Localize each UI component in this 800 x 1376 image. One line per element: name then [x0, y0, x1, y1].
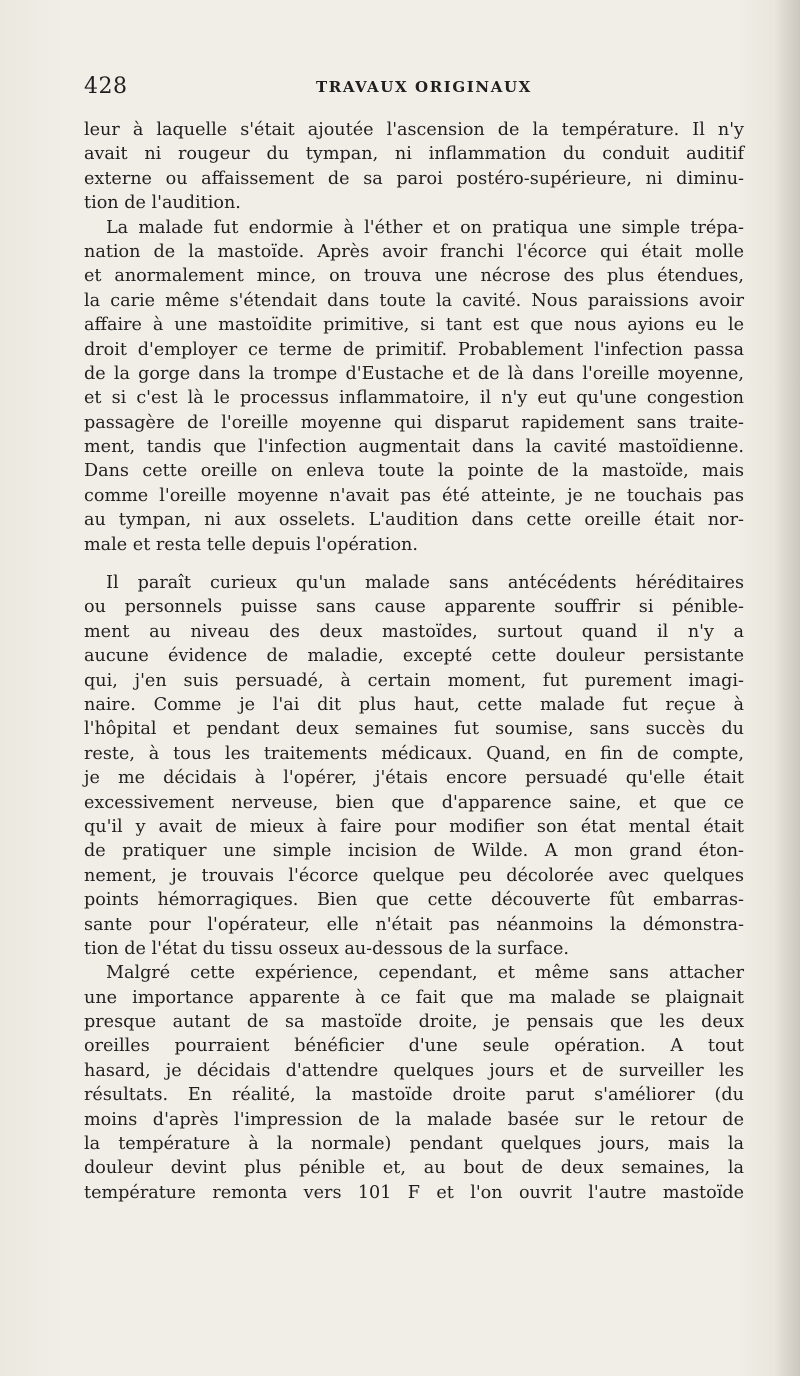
text-line: de pratiquer une simple incision de Wilde. A mon grand éton- [84, 841, 744, 862]
text-line: naire. Comme je l'ai dit plus haut, cette malade fut reçue à [84, 694, 744, 715]
body-text [84, 118, 744, 1205]
text-line: excessivement nerveuse, bien que d'apparence saine, et que ce [84, 792, 744, 813]
text-line: résultats. En réalité, la mastoïde droite parut s'améliorer (du [84, 1085, 744, 1106]
text-line: moins d'après l'impression de la malade basée sur le retour de [84, 1109, 744, 1130]
text-line: ou personnels puisse sans cause apparente souffrir si pénible- [84, 597, 744, 618]
text-line: Il paraît curieux qu'un malade sans antécédents héréditaires [106, 573, 744, 594]
text-line: aucune évidence de maladie, excepté cette douleur persistante [84, 646, 744, 667]
text-line: points hémorragiques. Bien que cette découverte fût embarras- [84, 890, 744, 911]
text-line: hasard, je décidais d'attendre quelques jours et de surveiller les [84, 1060, 744, 1081]
text-line: la température à la normale) pendant quelques jours, mais la [84, 1134, 744, 1155]
text-line: et si c'est là le processus inflammatoire, il n'y eut qu'une congestion [84, 388, 744, 409]
text-line: température remonta vers 101 F et l'on ouvrit l'autre mastoïde [84, 1182, 744, 1203]
text-line: je me décidais à l'opérer, j'étais encore persuadé qu'elle était [84, 768, 744, 789]
text-line: male et resta telle depuis l'opération. [84, 534, 418, 555]
page-edge-shadow [774, 0, 800, 1376]
text-line: Dans cette oreille on enleva toute la pointe de la mastoïde, mais [84, 461, 744, 482]
paragraph [84, 216, 744, 557]
text-line: presque autant de sa mastoïde droite, je pensais que les deux [84, 1012, 744, 1033]
page-number: 428 [84, 74, 128, 99]
text-line: tion de l'état du tissu osseux au-dessous de la surface. [84, 938, 569, 959]
paragraph [84, 571, 744, 961]
text-line: reste, à tous les traitements médicaux. Quand, en fin de compte, [84, 743, 744, 764]
paragraph-gap [84, 557, 744, 571]
text-line: ment, tandis que l'infection augmentait dans la cavité mastoïdienne. [84, 437, 744, 458]
text-line: une importance apparente à ce fait que ma malade se plaignait [84, 987, 744, 1008]
text-line: l'hôpital et pendant deux semaines fut soumise, sans succès du [84, 719, 744, 740]
text-line: tion de l'audition. [84, 193, 241, 214]
text-line: qui, j'en suis persuadé, à certain moment, fut purement imagi- [84, 670, 744, 691]
text-line: passagère de l'oreille moyenne qui disparut rapidement sans traite- [84, 412, 744, 433]
text-line: droit d'employer ce terme de primitif. Probablement l'infection passa [84, 339, 744, 360]
text-line: leur à laquelle s'était ajoutée l'ascension de la température. Il n'y [84, 120, 744, 140]
paragraph [84, 118, 744, 216]
text-line: sante pour l'opérateur, elle n'était pas néanmoins la démonstra- [84, 914, 744, 935]
running-title: TRAVAUX ORIGINAUX [316, 78, 532, 96]
text-line: ment au niveau des deux mastoïdes, surtout quand il n'y a [84, 621, 744, 642]
text-line: au tympan, ni aux osselets. L'audition dans cette oreille était nor- [84, 510, 744, 531]
text-line: et anormalement mince, on trouva une nécrose des plus étendues, [84, 266, 744, 287]
text-line: qu'il y avait de mieux à faire pour modifier son état mental était [84, 816, 744, 837]
paragraph [84, 961, 744, 1205]
text-line: comme l'oreille moyenne n'avait pas été atteinte, je ne touchais pas [84, 485, 744, 506]
text-line: de la gorge dans la trompe d'Eustache et de là dans l'oreille moyenne, [84, 363, 744, 384]
text-line: douleur devint plus pénible et, au bout de deux semaines, la [84, 1158, 744, 1179]
text-line: avait ni rougeur du tympan, ni inflammation du conduit auditif [84, 144, 744, 165]
page-header [84, 74, 744, 104]
text-line: oreilles pourraient bénéficier d'une seule opération. A tout [84, 1036, 744, 1057]
text-line: Malgré cette expérience, cependant, et même sans attacher [106, 963, 744, 984]
text-line: la carie même s'étendait dans toute la cavité. Nous paraissions avoir [84, 290, 744, 311]
text-line: nation de la mastoïde. Après avoir franchi l'écorce qui était molle [84, 241, 744, 262]
text-line: La malade fut endormie à l'éther et on pratiqua une simple trépa- [106, 217, 744, 238]
text-line: externe ou affaissement de sa paroi postéro-supérieure, ni diminu- [84, 168, 744, 189]
text-line: nement, je trouvais l'écorce quelque peu décolorée avec quelques [84, 865, 744, 886]
text-line: affaire à une mastoïdite primitive, si tant est que nous ayions eu le [84, 315, 744, 336]
